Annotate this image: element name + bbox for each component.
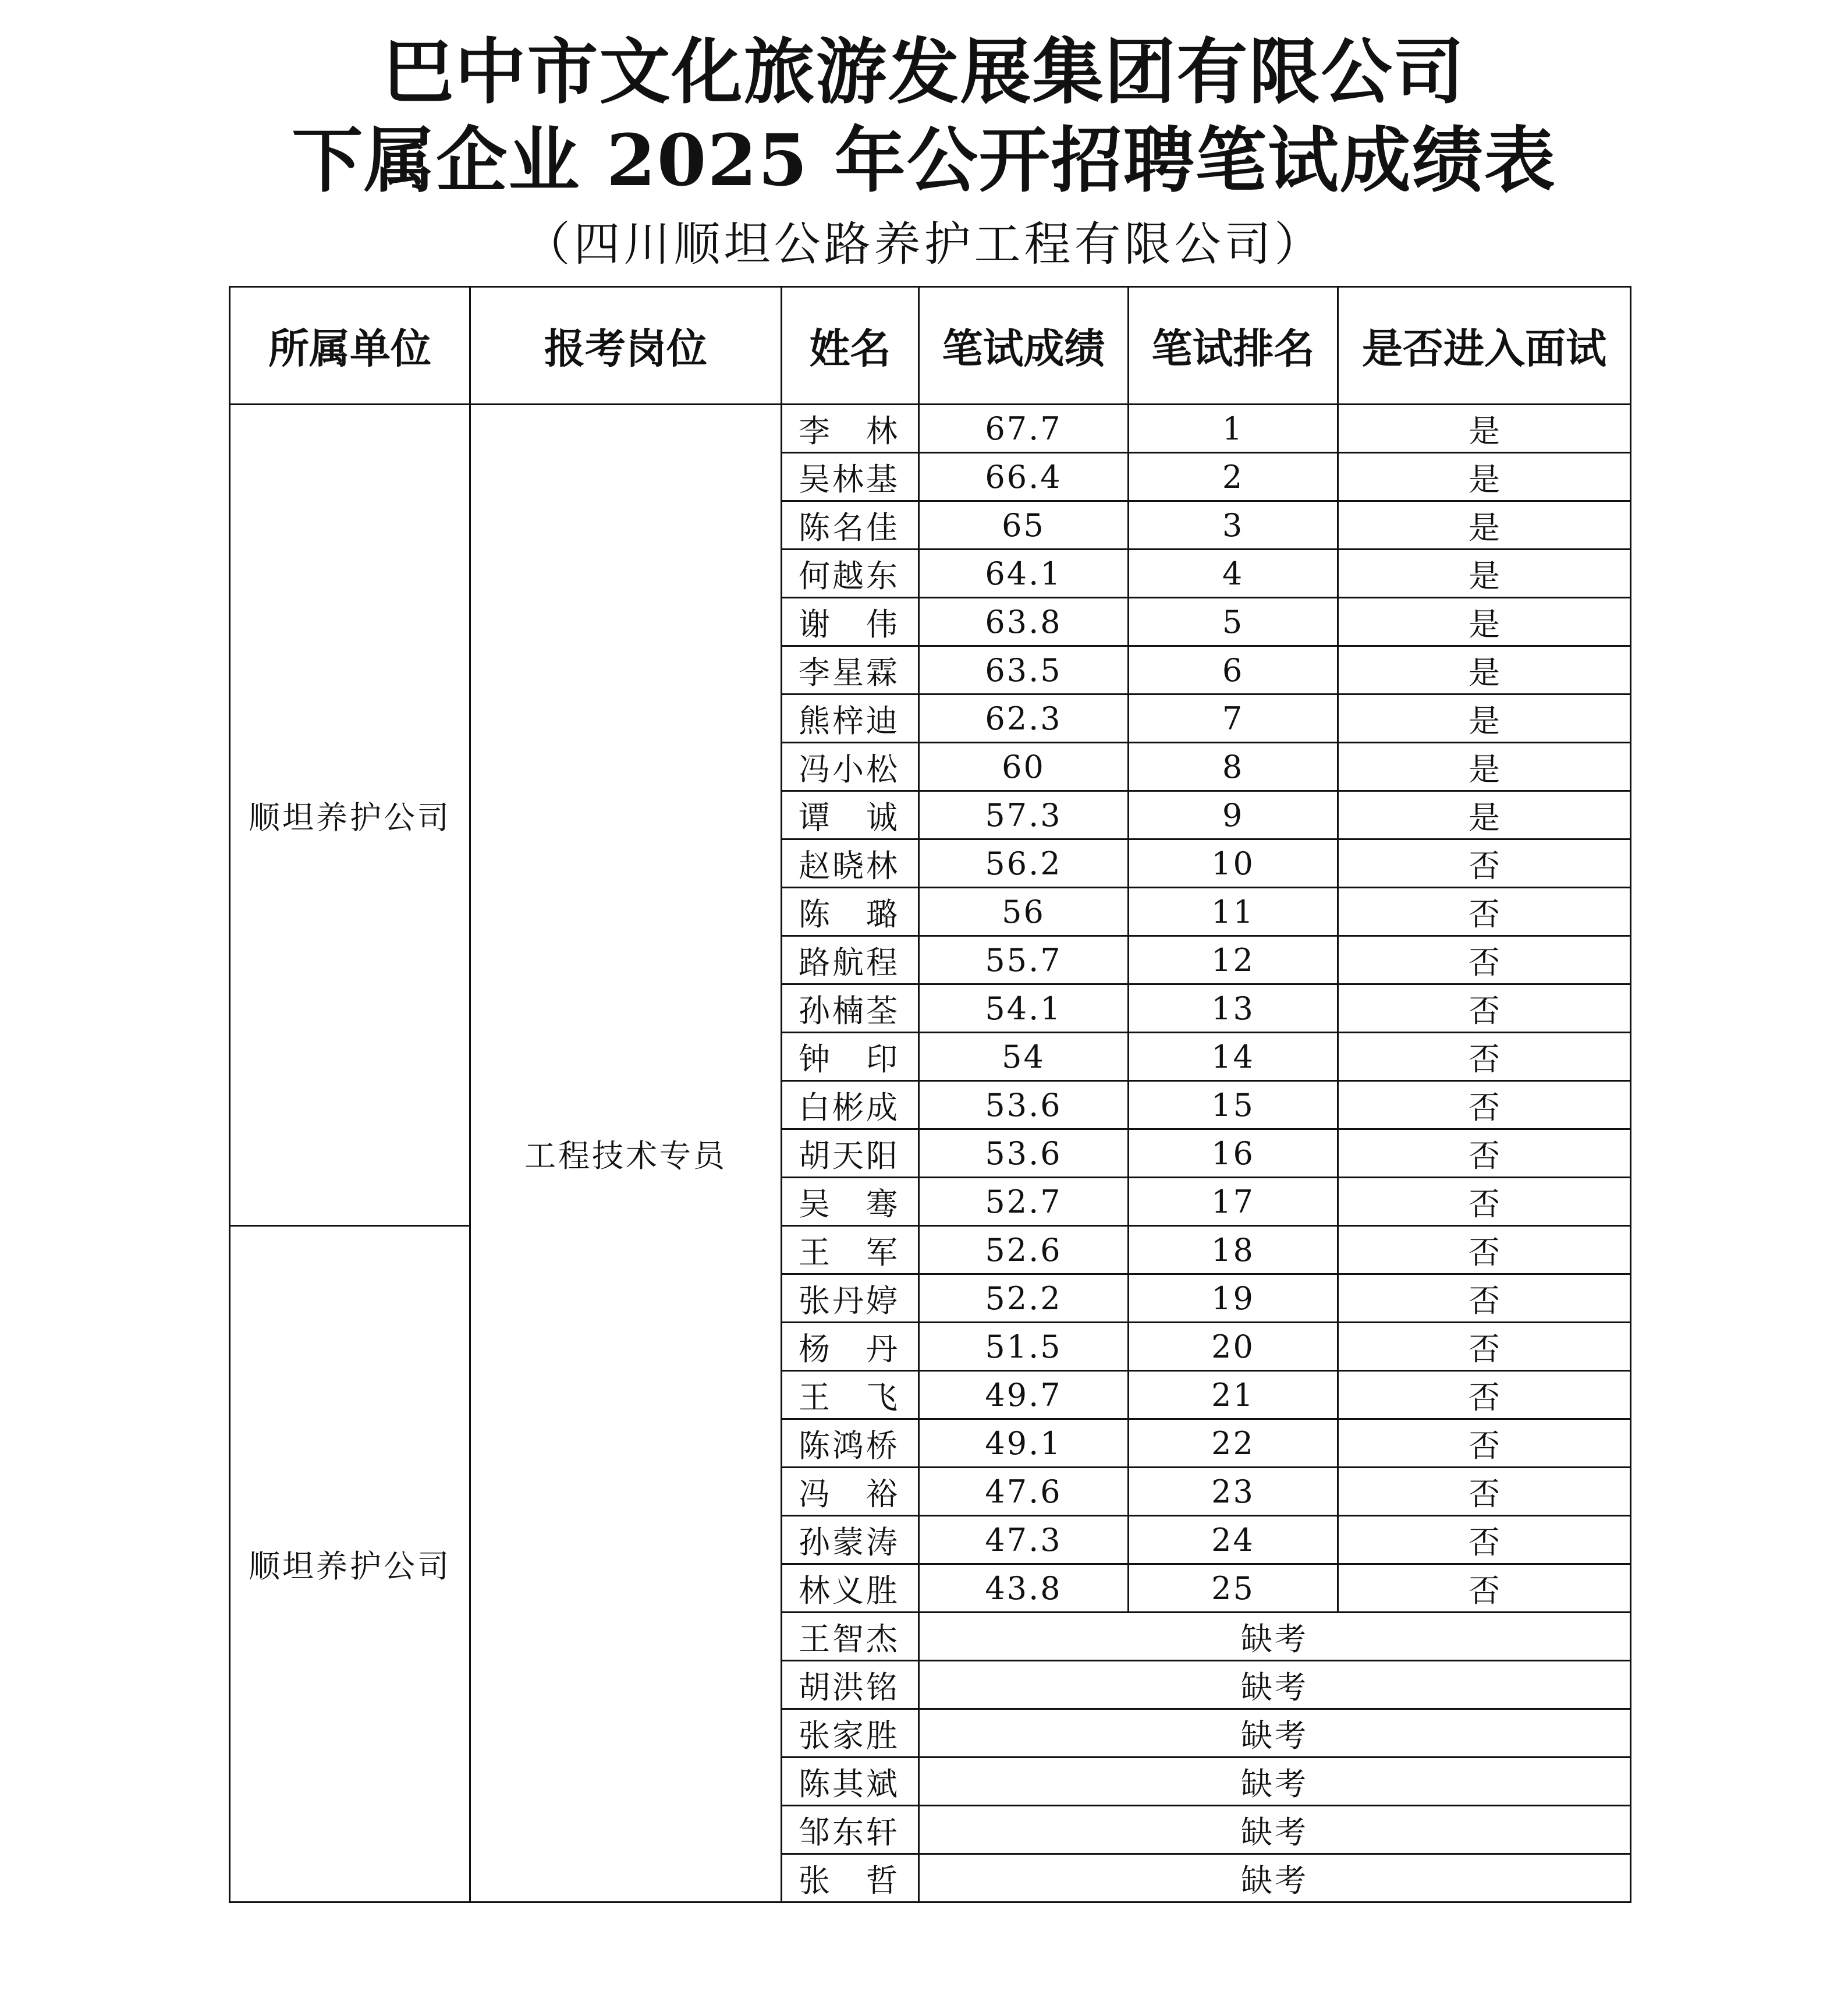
name-cell: 熊梓迪 xyxy=(782,695,919,743)
name-cell: 张家胜 xyxy=(782,1709,919,1757)
score-cell: 65 xyxy=(919,501,1129,550)
name-cell: 冯小松 xyxy=(782,743,919,791)
rank-cell: 25 xyxy=(1129,1564,1338,1613)
rank-cell: 24 xyxy=(1129,1516,1338,1564)
rank-cell: 2 xyxy=(1129,453,1338,501)
name-cell: 杨 丹 xyxy=(782,1323,919,1371)
interview-cell: 否 xyxy=(1338,1129,1631,1178)
rank-cell: 1 xyxy=(1129,405,1338,453)
name-cell: 谭 诚 xyxy=(782,791,919,839)
rank-cell: 22 xyxy=(1129,1419,1338,1468)
name-cell: 李星霖 xyxy=(782,646,919,695)
name-cell: 陈名佳 xyxy=(782,501,919,550)
interview-cell: 否 xyxy=(1338,888,1631,936)
interview-cell: 否 xyxy=(1338,1419,1631,1468)
score-cell: 62.3 xyxy=(919,695,1129,743)
score-cell: 47.3 xyxy=(919,1516,1129,1564)
absent-status-cell: 缺考 xyxy=(919,1806,1631,1854)
name-cell: 陈鸿桥 xyxy=(782,1419,919,1468)
score-cell: 52.6 xyxy=(919,1226,1129,1274)
rank-cell: 8 xyxy=(1129,743,1338,791)
table-body xyxy=(230,405,1631,1902)
score-cell: 53.6 xyxy=(919,1129,1129,1178)
header-unit: 所属单位 xyxy=(230,287,470,405)
score-cell: 57.3 xyxy=(919,791,1129,839)
interview-cell: 是 xyxy=(1338,791,1631,839)
rank-cell: 19 xyxy=(1129,1274,1338,1323)
header-rank: 笔试排名 xyxy=(1129,287,1338,405)
header-row xyxy=(230,287,1631,405)
unit-cell-lower: 顺坦养护公司 xyxy=(230,1226,470,1902)
name-cell: 邹东轩 xyxy=(782,1806,919,1854)
rank-cell: 21 xyxy=(1129,1371,1338,1419)
interview-cell: 否 xyxy=(1338,1033,1631,1081)
page-title-line-2: 下属企业 2025 年公开招聘笔试成绩表 xyxy=(292,118,1556,202)
table-row xyxy=(230,405,1631,453)
name-cell: 陈 璐 xyxy=(782,888,919,936)
name-cell: 李 林 xyxy=(782,405,919,453)
rank-cell: 16 xyxy=(1129,1129,1338,1178)
name-cell: 谢 伟 xyxy=(782,598,919,646)
post-cell: 工程技术专员 xyxy=(470,405,782,1902)
interview-cell: 否 xyxy=(1338,839,1631,888)
interview-cell: 否 xyxy=(1338,1564,1631,1613)
interview-cell: 否 xyxy=(1338,936,1631,984)
interview-cell: 否 xyxy=(1338,1468,1631,1516)
rank-cell: 12 xyxy=(1129,936,1338,984)
rank-cell: 20 xyxy=(1129,1323,1338,1371)
interview-cell: 否 xyxy=(1338,1274,1631,1323)
interview-cell: 否 xyxy=(1338,1371,1631,1419)
scores-table xyxy=(229,286,1631,1903)
rank-cell: 23 xyxy=(1129,1468,1338,1516)
score-cell: 56.2 xyxy=(919,839,1129,888)
score-cell: 54 xyxy=(919,1033,1129,1081)
name-cell: 张 哲 xyxy=(782,1854,919,1902)
rank-cell: 3 xyxy=(1129,501,1338,550)
name-cell: 孙楠荃 xyxy=(782,984,919,1033)
name-cell: 孙蒙涛 xyxy=(782,1516,919,1564)
name-cell: 路航程 xyxy=(782,936,919,984)
score-cell: 52.2 xyxy=(919,1274,1129,1323)
header-interview: 是否进入面试 xyxy=(1338,287,1631,405)
interview-cell: 否 xyxy=(1338,1516,1631,1564)
score-cell: 47.6 xyxy=(919,1468,1129,1516)
interview-cell: 否 xyxy=(1338,1323,1631,1371)
rank-cell: 18 xyxy=(1129,1226,1338,1274)
header-name: 姓名 xyxy=(782,287,919,405)
score-cell: 52.7 xyxy=(919,1178,1129,1226)
name-cell: 王智杰 xyxy=(782,1613,919,1661)
interview-cell: 是 xyxy=(1338,405,1631,453)
name-cell: 王 军 xyxy=(782,1226,919,1274)
rank-cell: 7 xyxy=(1129,695,1338,743)
name-cell: 王 飞 xyxy=(782,1371,919,1419)
name-cell: 林义胜 xyxy=(782,1564,919,1613)
name-cell: 冯 裕 xyxy=(782,1468,919,1516)
name-cell: 陈其斌 xyxy=(782,1757,919,1806)
page-subtitle: （四川顺坦公路养护工程有限公司） xyxy=(523,217,1325,271)
rank-cell: 5 xyxy=(1129,598,1338,646)
absent-status-cell: 缺考 xyxy=(919,1854,1631,1902)
interview-cell: 是 xyxy=(1338,743,1631,791)
page-title-line-1: 巴中市文化旅游发展集团有限公司 xyxy=(382,30,1466,114)
interview-cell: 是 xyxy=(1338,550,1631,598)
score-cell: 64.1 xyxy=(919,550,1129,598)
interview-cell: 是 xyxy=(1338,453,1631,501)
name-cell: 胡洪铭 xyxy=(782,1661,919,1709)
rank-cell: 13 xyxy=(1129,984,1338,1033)
header-post: 报考岗位 xyxy=(470,287,782,405)
score-cell: 51.5 xyxy=(919,1323,1129,1371)
score-cell: 43.8 xyxy=(919,1564,1129,1613)
unit-cell-upper: 顺坦养护公司 xyxy=(230,405,470,1226)
rank-cell: 14 xyxy=(1129,1033,1338,1081)
score-cell: 66.4 xyxy=(919,453,1129,501)
name-cell: 胡天阳 xyxy=(782,1129,919,1178)
rank-cell: 10 xyxy=(1129,839,1338,888)
rank-cell: 4 xyxy=(1129,550,1338,598)
score-cell: 55.7 xyxy=(919,936,1129,984)
interview-cell: 是 xyxy=(1338,695,1631,743)
score-cell: 49.1 xyxy=(919,1419,1129,1468)
score-cell: 56 xyxy=(919,888,1129,936)
rank-cell: 11 xyxy=(1129,888,1338,936)
name-cell: 赵晓林 xyxy=(782,839,919,888)
score-cell: 60 xyxy=(919,743,1129,791)
absent-status-cell: 缺考 xyxy=(919,1613,1631,1661)
absent-status-cell: 缺考 xyxy=(919,1757,1631,1806)
absent-status-cell: 缺考 xyxy=(919,1709,1631,1757)
score-cell: 63.5 xyxy=(919,646,1129,695)
interview-cell: 否 xyxy=(1338,1178,1631,1226)
rank-cell: 6 xyxy=(1129,646,1338,695)
interview-cell: 是 xyxy=(1338,598,1631,646)
rank-cell: 17 xyxy=(1129,1178,1338,1226)
rank-cell: 9 xyxy=(1129,791,1338,839)
interview-cell: 是 xyxy=(1338,646,1631,695)
score-cell: 54.1 xyxy=(919,984,1129,1033)
name-cell: 白彬成 xyxy=(782,1081,919,1129)
table-row xyxy=(230,1226,1631,1274)
score-cell: 49.7 xyxy=(919,1371,1129,1419)
name-cell: 何越东 xyxy=(782,550,919,598)
score-cell: 63.8 xyxy=(919,598,1129,646)
interview-cell: 否 xyxy=(1338,1081,1631,1129)
header-score: 笔试成绩 xyxy=(919,287,1129,405)
score-cell: 53.6 xyxy=(919,1081,1129,1129)
absent-status-cell: 缺考 xyxy=(919,1661,1631,1709)
interview-cell: 否 xyxy=(1338,984,1631,1033)
interview-cell: 否 xyxy=(1338,1226,1631,1274)
interview-cell: 是 xyxy=(1338,501,1631,550)
name-cell: 钟 印 xyxy=(782,1033,919,1081)
rank-cell: 15 xyxy=(1129,1081,1338,1129)
score-cell: 67.7 xyxy=(919,405,1129,453)
name-cell: 吴林基 xyxy=(782,453,919,501)
name-cell: 张丹婷 xyxy=(782,1274,919,1323)
name-cell: 吴 骞 xyxy=(782,1178,919,1226)
